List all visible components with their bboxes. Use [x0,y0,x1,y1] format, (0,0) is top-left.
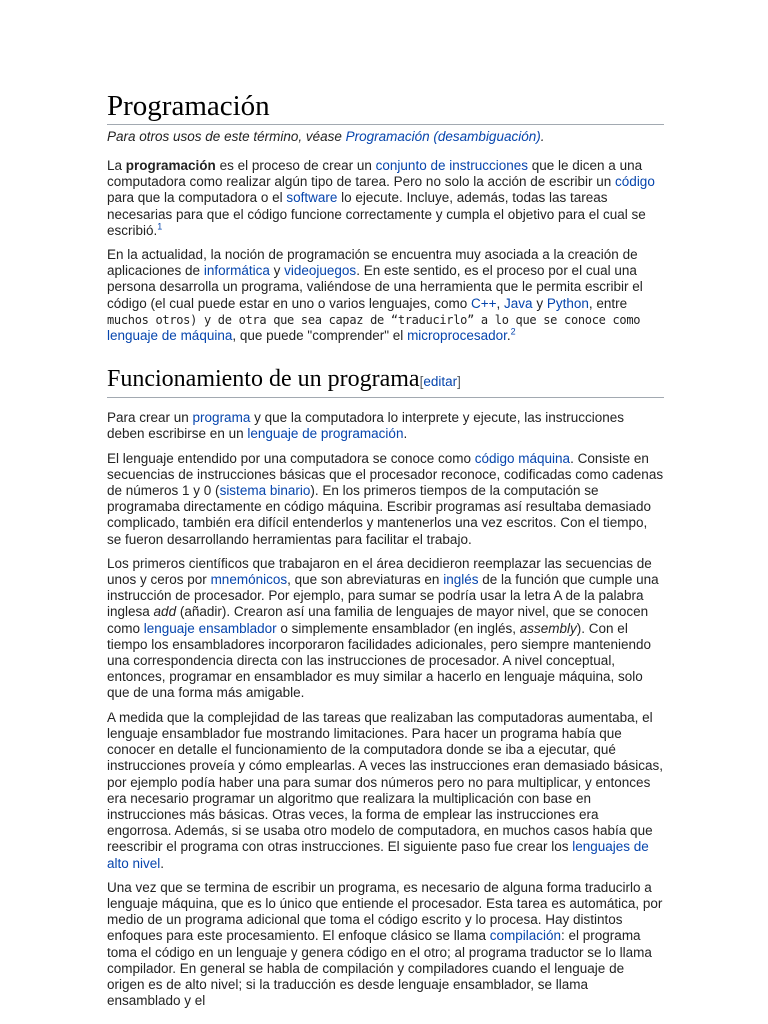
bold-term: programación [125,158,216,173]
link-disambiguation[interactable]: Programación (desambiguación) [345,129,541,144]
link-conjunto-de-instrucciones[interactable]: conjunto de instrucciones [375,158,528,173]
section-heading-funcionamiento [107,364,664,398]
text: . Consiste en secuencias de instrucciones básicas que el procesador reconoce, codificadas como cadenas de números 1 y 0 ( [107,450,664,499]
text: y [269,263,285,279]
hatnote [107,128,664,146]
section-paragraph-5 [107,880,664,1010]
link-python[interactable]: Python [546,295,589,311]
reference-1[interactable]: 1 [157,221,163,232]
text: Una vez que se termina de escribir un programa, es necesario de alguna forma traducirlo a lenguaje máquina, que es lo único que entiende el procesador. Esta tarea es automática, por medio de un programa adicional que toma el código escrito y lo procesa. Hay distintos enfoques para este procesamiento. El enfoque clásico se llama [107,879,663,944]
section-paragraph-2 [107,451,664,548]
link-lenguaje-de-maquina[interactable]: lenguaje de máquina [107,328,233,344]
text: para que la computadora o el [107,190,287,206]
link-programa[interactable]: programa [192,410,251,426]
text: En la actualidad, la noción de programación se encuentra muy asociada a la creación de aplicaciones de [107,247,638,279]
link-lenguajes-de-alto-nivel[interactable]: lenguajes de alto nivel [107,839,649,871]
text: A medida que la complejidad de las tareas que realizaban las computadoras aumentaba, el lenguaje ensamblador fue mostrando limitaciones. Para hacer un programa había que conocer en detalle el funcionamiento de la computadora donde se iba a ejecutar, qué instrucciones proveía y cómo emplearlas. A veces las instrucciones eran demasiado básicas, por ejemplo podía haber una para sumar dos números pero no para multiplicar, y entonces era necesario programar un algoritmo que realizara la multiplicación con base en instrucciones más básicas. Otras veces, la forma de emplear las instrucciones era engorrosa. Además, si se usaba otro modelo de computadora, en muchos casos había que reescribir el programa con otras instrucciones. El siguiente paso fue crear los [107,709,664,855]
text: , que puede "comprender" el [232,328,408,344]
text: La [107,158,126,173]
edit-section [420,374,461,389]
text: . En este sentido, es el proceso por el cual una persona desarrolla un programa, valiéndose de una herramienta que le permita escribir el código (el cual puede estar en uno o varios lenguajes, como [107,263,643,311]
italic-term: assembly [519,620,577,636]
link-informatica[interactable]: informática [203,263,270,279]
text: que le dicen a una computadora como realizar algún tipo de tarea. Pero no solo la acción de escribir un [107,158,643,190]
section-heading-text: Funcionamiento de un programa [107,366,420,393]
monospace-text: muchos otros) y de otra que sea capaz de “traducirlo” a lo que se conoce como [107,312,641,327]
link-sistema-binario[interactable]: sistema binario [219,483,311,499]
text: , [496,295,505,311]
link-java[interactable]: Java [504,295,533,311]
link-videojuegos[interactable]: videojuegos [284,263,357,279]
section-paragraph-4 [107,710,664,872]
text: Los primeros científicos que trabajaron en el área decidieron reemplazar las secuencias de unos y ceros por [107,555,652,588]
hatnote-text: Para otros usos de este término, véase [107,129,346,144]
text: de la función que cumple una instrucción de procesador. Por ejemplo, para sumar se podría usar la letra A de la palabra inglesa [107,572,659,620]
text: . [160,855,165,871]
link-cpp[interactable]: C++ [470,295,497,311]
text: , entre [588,295,628,311]
link-mnemonicos[interactable]: mnemónicos [210,572,288,588]
link-ingles[interactable]: inglés [443,572,479,588]
link-software[interactable]: software [286,190,338,206]
section-paragraph-3 [107,556,664,702]
text: lo ejecute. Incluye, además, todas las tareas necesarias para que el código funcione correctamente y cumpla el objetivo para el cual se escribió. [107,190,646,238]
text: . [403,426,408,442]
page-title: Programación [107,88,664,125]
text: y [532,295,547,311]
text: o simplemente ensamblador (en inglés, [276,620,520,636]
edit-link[interactable]: editar [423,374,458,390]
link-codigo-maquina[interactable]: código máquina [474,450,571,466]
link-lenguaje-ensamblador[interactable]: lenguaje ensamblador [143,620,277,636]
text: : el programa toma el código en un lenguaje y genera código en el otro; al programa traductor se lo llama compilador. En general se habla de compilación y compiladores cuando el lenguaje de origen es de alto nivel; si la traducción es desde lenguaje ensamblador, se llama ensamblado y el [107,928,652,1009]
text: y que la computadora lo interprete y ejecute, las instrucciones deben escribirse en un [107,410,625,442]
text: . [506,328,511,344]
text: (añadir). Crearon así una familia de lenguajes de mayor nivel, que se conocen como [107,604,649,636]
reference-2[interactable]: 2 [510,326,516,337]
link-compilacion[interactable]: compilación [489,928,562,944]
text: es el proceso de crear un [215,158,376,173]
link-codigo[interactable]: código [615,174,655,190]
intro-paragraph-2 [107,247,664,344]
italic-term: add [153,604,177,620]
hatnote-suffix: . [540,129,545,144]
link-microprocesador[interactable]: microprocesador [407,328,507,344]
text: , que son abreviaturas en [287,572,444,588]
text: ). En los primeros tiempos de la computación se programaba directamente en código máquina. Escribir programas así resultaba demasiado complicado, también era difícil entenderlos y mantenerlos una vez escritos. Con el tiempo, se fueron desarrollando herramientas para facilitar el trabajo. [107,483,652,547]
intro-paragraph-1 [107,158,664,239]
link-lenguaje-de-programacion[interactable]: lenguaje de programación [247,426,404,442]
text: ). Con el tiempo los ensambladores incorporaron facilidades adicionales, pero siempre manteniendo una correspondencia directa con las instrucciones de procesador. A nivel conceptual, entonces, programar en ensamblador es muy similar a hacerlo en lenguaje máquina, solo que de una forma más amigable. [107,620,652,701]
bracket-close: ] [457,374,461,390]
bracket-open: [ [419,374,424,390]
text: Para crear un [107,410,193,426]
text: El lenguaje entendido por una computadora se conoce como [107,450,475,466]
section-paragraph-1 [107,410,664,442]
